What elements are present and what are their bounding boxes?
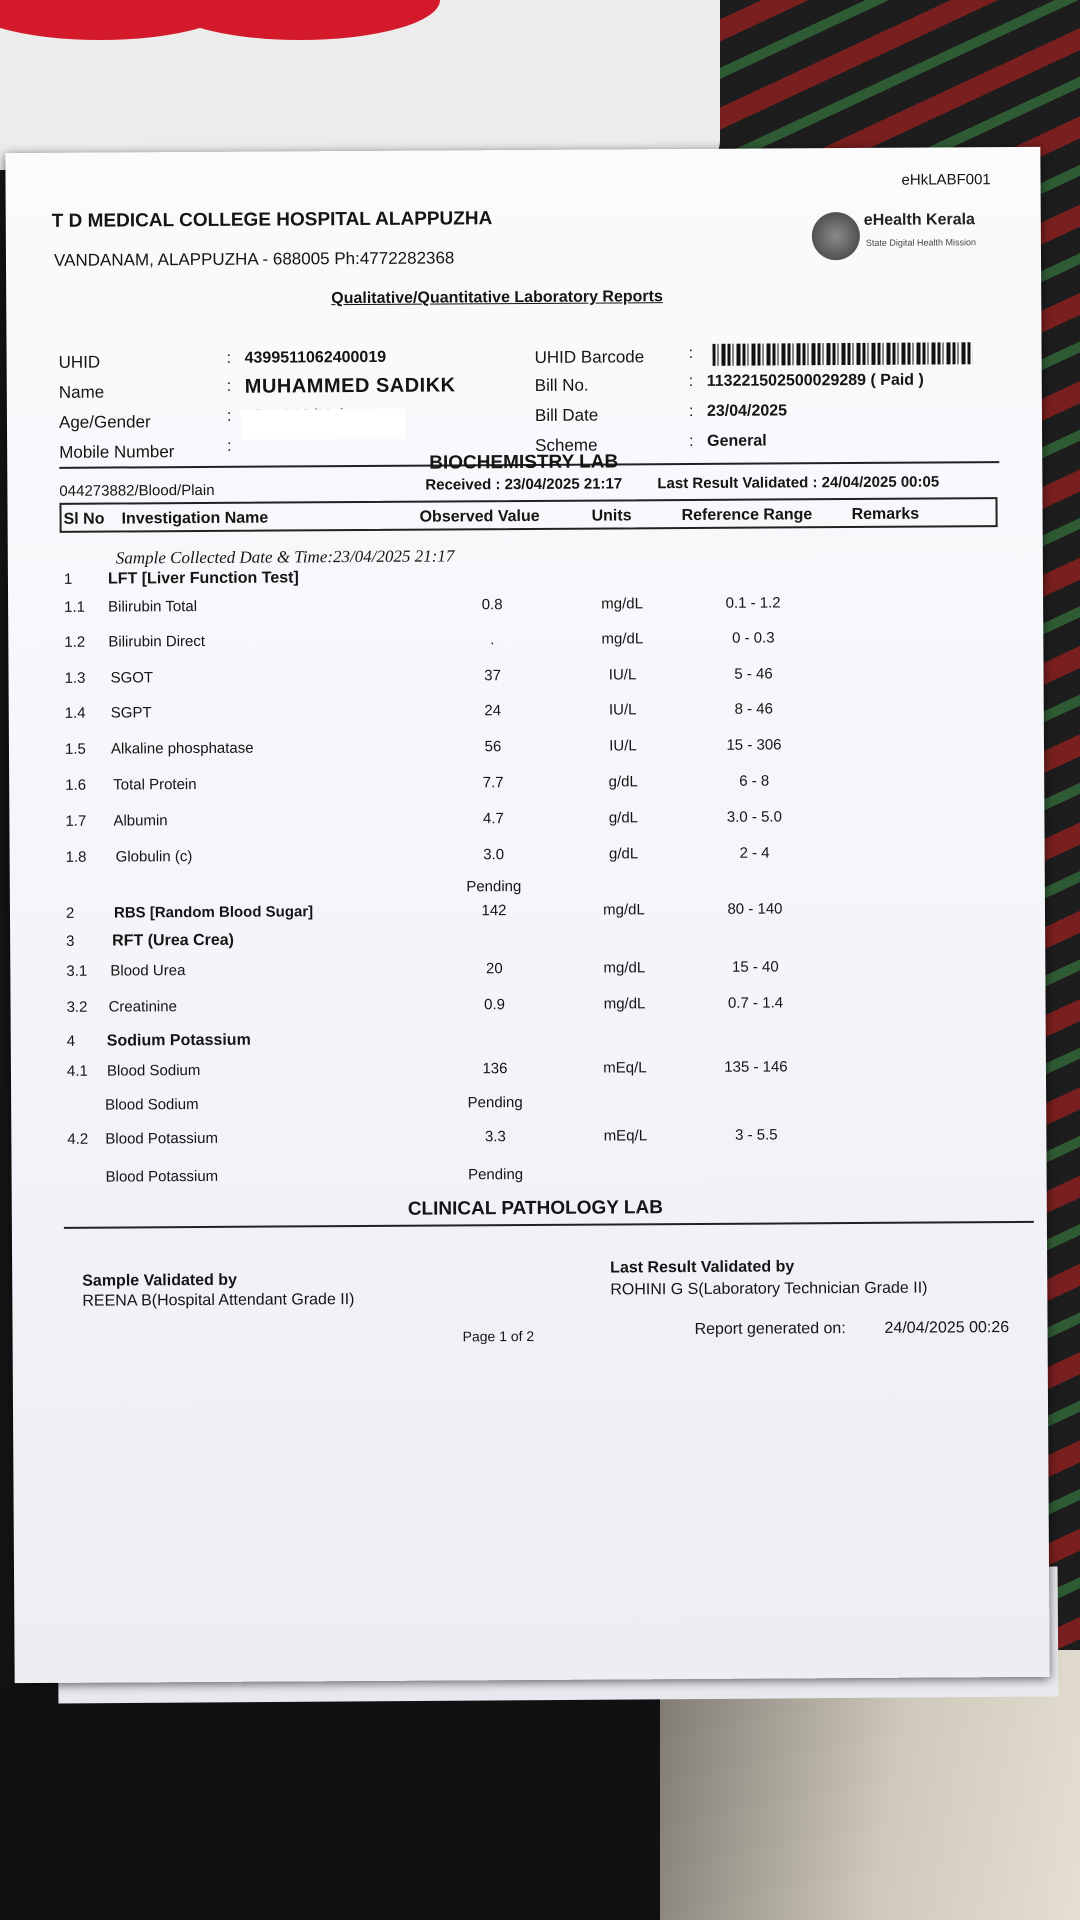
bill-no-label: Bill No. [534,375,589,395]
row-reference: 15 - 40 [731,958,779,976]
row-unit: g/dL [608,845,639,863]
table-row [8,628,1008,651]
header-remarks: Remarks [851,505,920,524]
row-sl: 1.1 [64,598,86,616]
row-sl: 3 [66,932,75,950]
sample-validated-by: REENA B(Hospital Attendant Grade II) [82,1291,355,1310]
colon: : [227,437,232,455]
scheme-label: Scheme [535,435,598,455]
bill-date-label: Bill Date [534,405,599,425]
hospital-address: VANDANAM, ALAPPUZHA - 688005 Ph:4772282368 [53,248,455,270]
row-investigation: RFT (Urea Crea) [112,931,235,950]
lab-report-page [5,147,1049,1683]
row-sl: 4.1 [66,1062,88,1080]
row-observed: 3.0 [483,846,505,864]
kerala-emblem-icon [812,212,860,260]
row-reference: 0.1 - 1.2 [725,594,781,612]
row-observed: . [490,631,495,649]
bill-no-value: 113221502500029289 ( Paid ) [706,371,924,390]
row-investigation: Bilirubin Total [108,598,198,616]
row-investigation: Total Protein [113,776,197,794]
row-investigation: Bilirubin Direct [108,632,206,651]
table-row [8,593,1008,616]
colon: : [688,372,694,391]
row-reference: 0 - 0.3 [731,629,775,647]
colon: : [688,344,694,363]
row-investigation: SGPT [110,704,152,722]
table-row [9,699,1009,722]
table-row [9,735,1009,758]
header-investigation: Investigation Name [121,509,269,528]
mobile-label: Mobile Number [59,442,175,462]
last-validated-by: ROHINI G S(Laboratory Technician Grade II) [610,1279,928,1299]
report-generated-on: 24/04/2025 00:26 [884,1319,1010,1337]
row-investigation: Alkaline phosphatase [110,739,254,758]
row-unit: IU/L [608,666,637,684]
header-observed: Observed Value [419,507,540,526]
background-dark [0,1690,700,1920]
hospital-name: T D MEDICAL COLLEGE HOSPITAL ALAPPUZHA [51,208,493,232]
row-observed: Pending [468,1166,524,1184]
row-sl: 3.1 [66,962,88,980]
row-sl: 1.7 [65,812,87,830]
colon: : [226,407,232,425]
row-unit: mg/dL [601,630,644,648]
row-observed: Pending [466,878,522,896]
header-units: Units [591,507,632,525]
bill-date-value: 23/04/2025 [706,402,788,420]
row-unit: mg/dL [601,595,643,613]
row-investigation: RBS [Random Blood Sugar] [113,903,314,922]
row-reference: 80 - 140 [727,900,783,918]
colon: : [226,377,232,395]
bag-print-red [160,0,440,40]
row-reference: 15 - 306 [726,736,782,754]
row-sl: 3.2 [66,998,88,1016]
table-row [10,957,1010,980]
sample-validated-label: Sample Validated by [82,1271,238,1290]
table-row [9,771,1009,794]
colon: : [226,349,232,367]
header-sl-no: Sl No [63,510,105,528]
lab-title-biochemistry: BIOCHEMISTRY LAB [429,451,619,474]
row-observed: 7.7 [482,774,504,792]
row-unit: mEq/L [603,1127,648,1145]
row-sl: 1.3 [64,669,86,687]
logo-title: eHealth Kerala [863,211,975,229]
sample-id: 044273882/Blood/Plain [59,481,215,500]
table-row [9,807,1009,830]
row-observed: 3.3 [484,1128,506,1146]
uhid-value: 4399511062400019 [244,348,387,367]
row-unit: mg/dL [603,901,645,919]
row-observed: 56 [484,738,502,756]
background-bag [0,0,720,170]
row-observed: 0.8 [481,596,503,614]
last-validated-label: Last Result Validated by [610,1258,795,1277]
row-sl: 1.4 [64,704,86,722]
last-result-validated: Last Result Validated : 24/04/2025 00:05 [657,473,940,493]
age-gender-label: Age/Gender [58,412,151,432]
table-row [11,1027,1011,1050]
row-investigation: Blood Potassium [105,1167,219,1186]
table-row [10,875,1010,896]
row-reference: 3.0 - 5.0 [726,808,782,826]
row-observed: 0.9 [484,996,506,1014]
ehealth-kerala-logo [812,205,992,266]
uhid-barcode-label: UHID Barcode [534,347,645,367]
row-observed: 142 [481,902,507,920]
divider [64,1221,1034,1229]
row-reference: 8 - 46 [734,700,773,718]
row-observed: 37 [484,667,501,685]
table-row [11,1057,1011,1080]
row-reference: 2 - 4 [739,844,770,862]
row-reference: 135 - 146 [724,1058,788,1076]
row-observed: Pending [467,1094,523,1112]
row-investigation: Blood Potassium [105,1129,218,1148]
row-sl: 4.2 [67,1130,89,1148]
table-row [10,899,1010,922]
form-code: eHkLABF001 [901,171,991,189]
name-label: Name [58,382,105,402]
colon: : [689,432,694,451]
row-sl: 1.2 [64,633,86,651]
row-investigation: LFT [Liver Function Test] [107,569,299,588]
row-reference: 6 - 8 [739,772,770,790]
table-row [10,843,1010,866]
row-observed: 136 [482,1060,508,1078]
logo-subtitle: State Digital Health Mission [865,237,976,248]
table-row [11,993,1011,1016]
row-observed: 20 [485,960,503,978]
table-header [59,497,997,533]
row-unit: mEq/L [603,1059,647,1077]
row-reference: 5 - 46 [734,665,773,683]
row-investigation: Creatinine [108,998,177,1016]
table-row [12,1163,1012,1186]
row-reference: 3 - 5.5 [735,1126,778,1144]
row-sl: 1.5 [64,740,86,758]
row-investigation: Albumin [113,812,168,830]
row-sl: 1.6 [65,776,87,794]
row-investigation: SGOT [110,669,154,687]
row-investigation: Blood Sodium [106,1062,201,1080]
row-observed: 24 [484,702,502,720]
report-title: Qualitative/Quantitative Laboratory Reports [331,288,663,308]
sample-collected-time: Sample Collected Date & Time:23/04/2025 21:17 [115,546,455,568]
row-unit: IU/L [609,737,637,755]
uhid-barcode [713,342,973,366]
row-unit: IU/L [608,701,637,719]
row-unit: g/dL [608,773,638,791]
received-time: Received : 23/04/2025 21:17 [425,475,623,494]
lab-title-clinical-pathology: CLINICAL PATHOLOGY LAB [407,1197,663,1220]
row-investigation: Globulin (c) [115,848,193,866]
row-investigation: Sodium Potassium [106,1031,251,1050]
row-sl: 1.8 [65,848,87,866]
header-reference: Reference Range [681,506,813,525]
row-sl: 4 [66,1032,76,1050]
row-sl: 1 [63,570,73,588]
mobile-redacted [241,409,405,440]
scheme-value: General [707,432,767,450]
table-row [11,1125,1011,1148]
colon: : [688,402,694,421]
row-reference: 0.7 - 1.4 [727,994,784,1012]
row-sl: 2 [65,904,75,922]
row-observed: 4.7 [482,810,504,828]
table-row [10,927,1010,950]
row-unit: mg/dL [603,995,646,1013]
table-row [8,664,1008,687]
row-unit: mg/dL [603,959,646,977]
row-investigation: Blood Urea [110,962,186,980]
report-generated-label: Report generated on: [694,1320,846,1338]
row-investigation: Blood Sodium [105,1096,199,1114]
table-row [11,1091,1011,1114]
page-number: Page 1 of 2 [462,1327,535,1345]
row-unit: g/dL [608,809,639,827]
uhid-label: UHID [58,352,101,372]
patient-name: MUHAMMED SADIKK [244,374,456,398]
